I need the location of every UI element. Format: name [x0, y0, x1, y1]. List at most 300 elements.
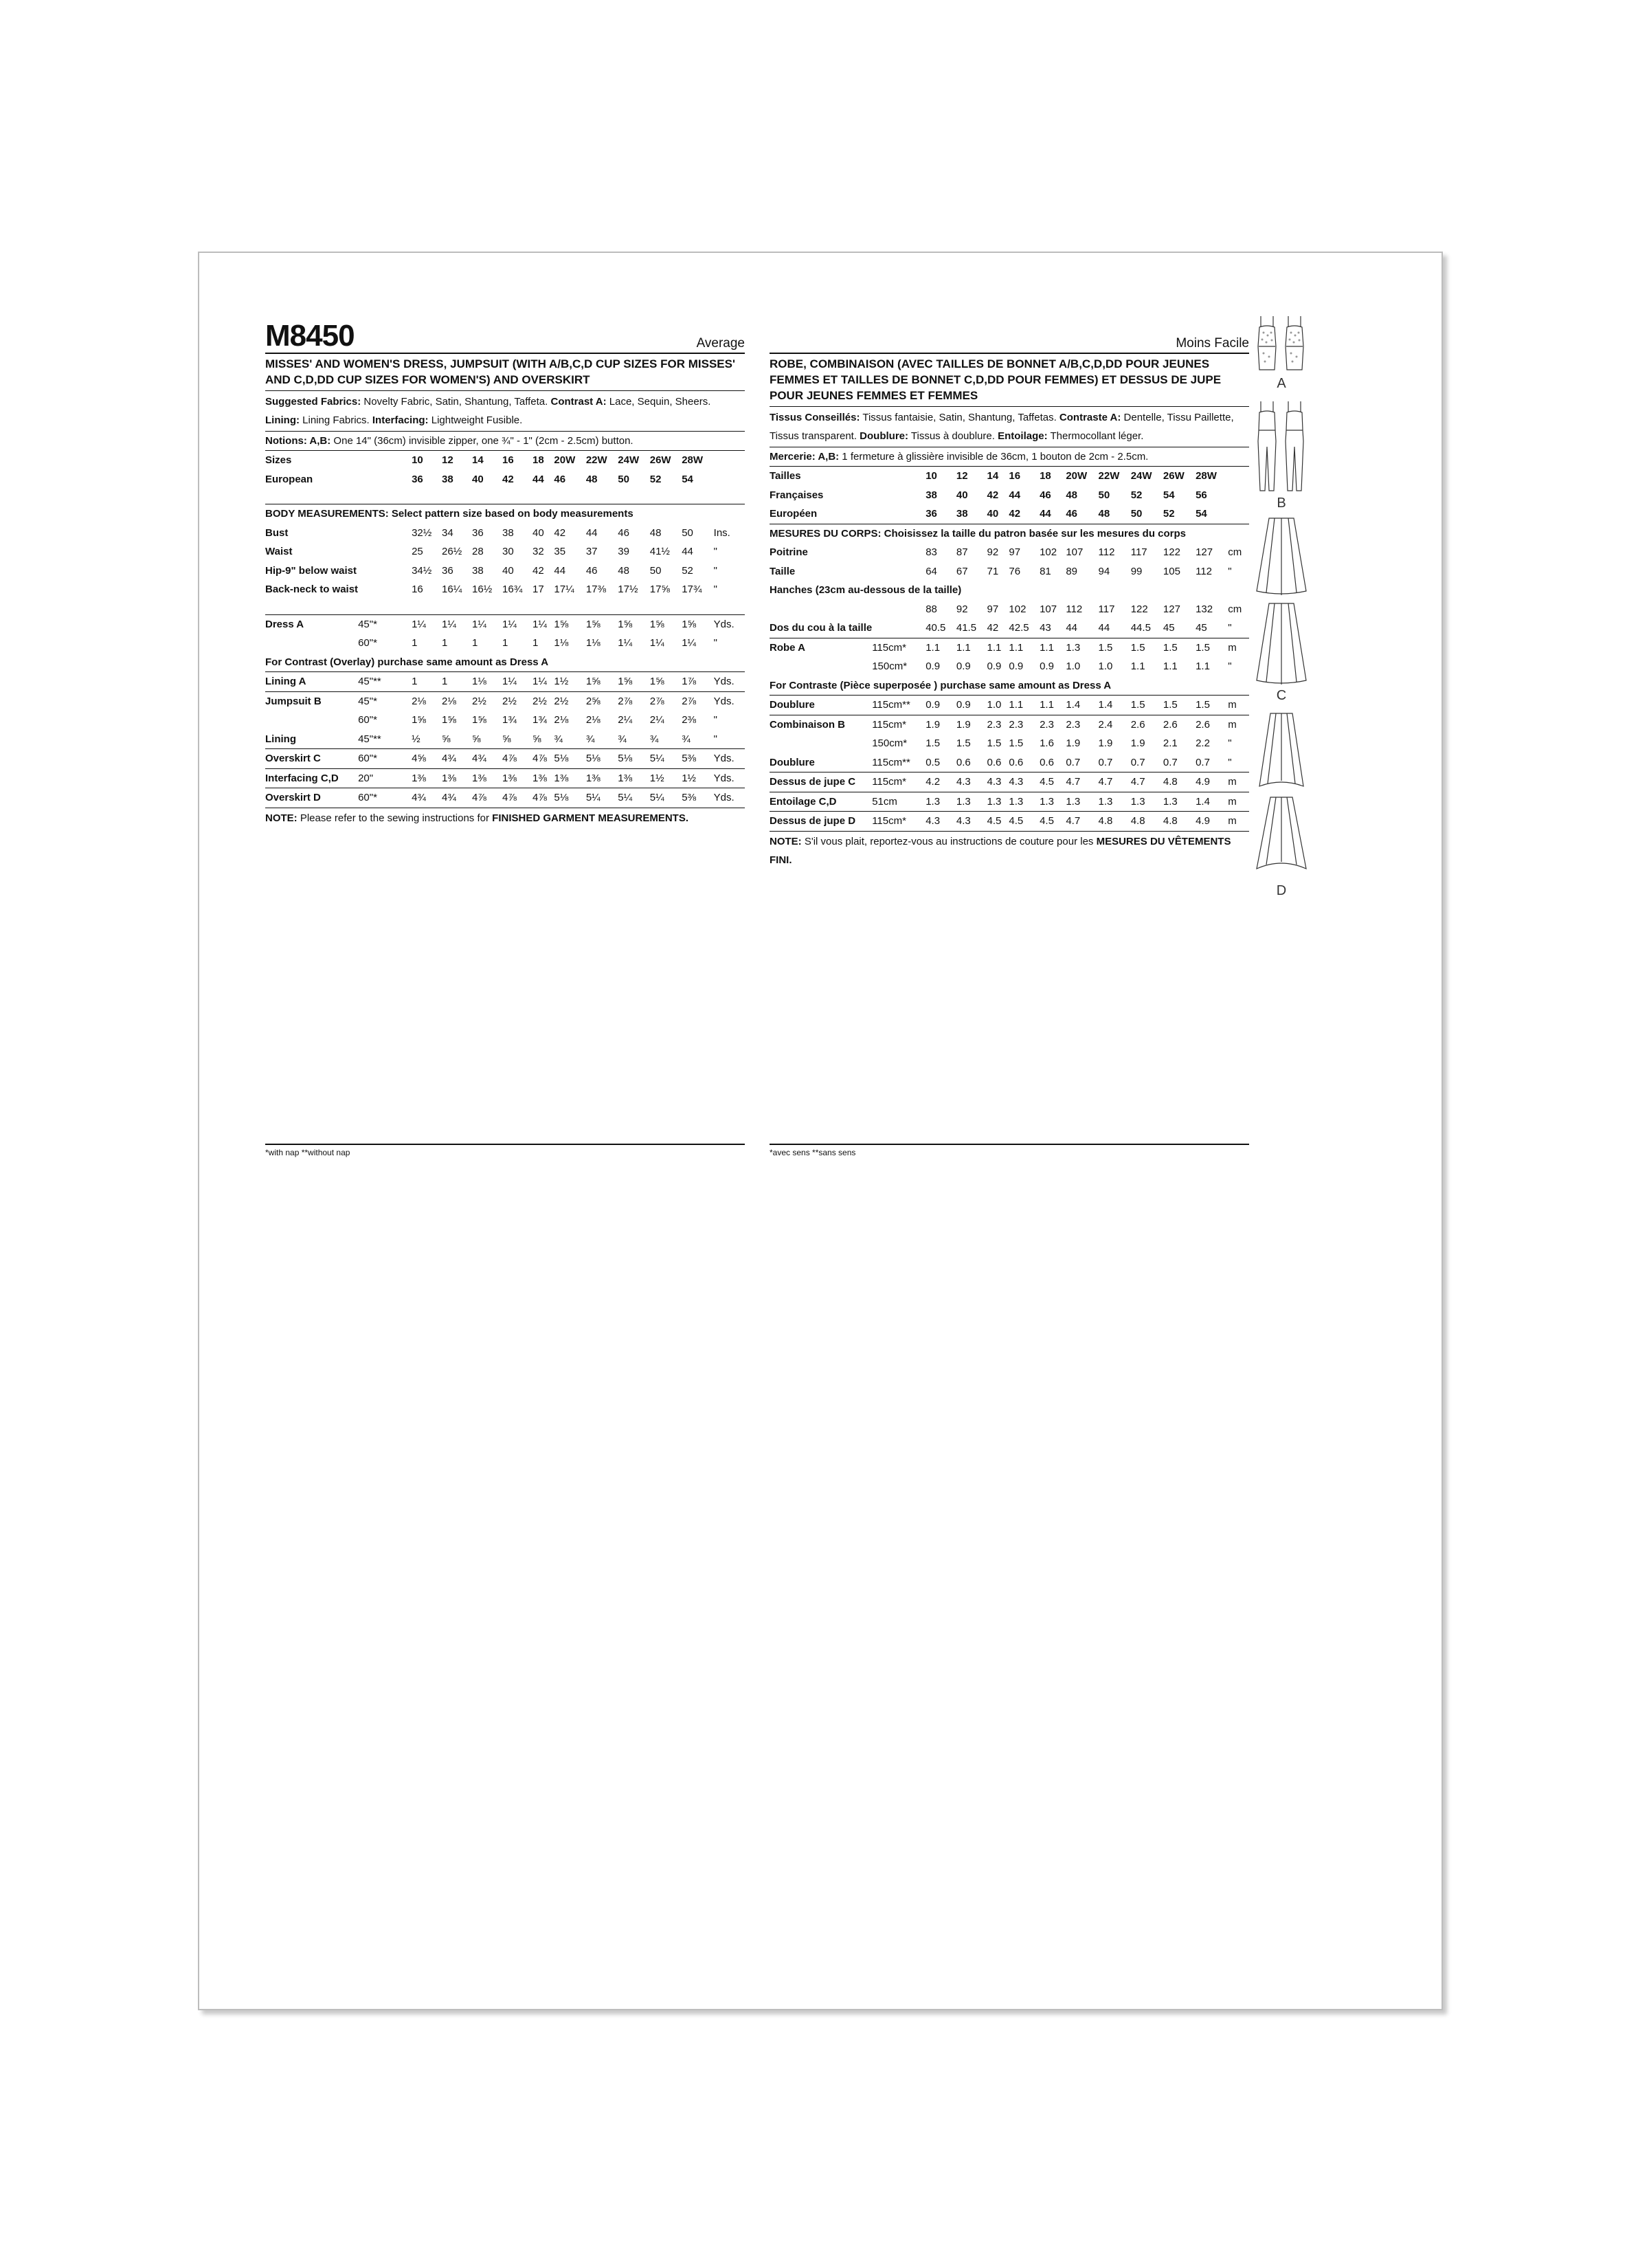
cell-value: 4.3 [1009, 772, 1040, 792]
cell-value: 36 [442, 564, 453, 577]
cell-value: 12 [442, 454, 453, 466]
cell-value: 48 [1098, 508, 1110, 520]
fabric-width: 45"** [358, 672, 412, 692]
cell-value: 18 [1040, 470, 1051, 482]
cell-value: 0.7 [1098, 756, 1113, 768]
note: NOTE: S'il vous plait, reportez-vous au instructions de couture pour les MESURES DU VÊTEMENTS FINI. [770, 831, 1249, 869]
cell-value: 0.7 [1130, 756, 1145, 768]
cell-value: 97 [1009, 546, 1021, 558]
table-row [770, 772, 1249, 792]
cell-value: 2.6 [1163, 715, 1196, 734]
cell-value: ⅝ [532, 733, 541, 745]
row-label: Interfacing C,D [265, 768, 358, 788]
cell-value: 40 [502, 564, 514, 577]
cell-value: 4¾ [472, 749, 502, 769]
cell-value: 1.0 [1066, 660, 1081, 672]
table-row [265, 562, 745, 581]
cell-value: 44 [1040, 508, 1051, 520]
cell-value: 34½ [412, 564, 432, 577]
spacer-row [265, 599, 745, 615]
row-label: Dress A [265, 614, 358, 634]
cell-value: 1¼ [442, 614, 472, 634]
table-row [265, 768, 745, 788]
cell-value: 92 [987, 546, 999, 558]
cell-value: 48 [618, 564, 629, 577]
view-label: D [1276, 883, 1287, 898]
fabric-width: 150cm* [872, 660, 908, 672]
row-label: Lining [265, 733, 296, 745]
cell-value: 1⅝ [650, 614, 682, 634]
notions: Mercerie: A,B: 1 fermeture à glissière invisible de 36cm, 1 bouton de 2cm - 2.5cm. [770, 447, 1249, 467]
row-label [265, 634, 358, 653]
row-label: Sizes [265, 454, 292, 466]
cell-value: 4⅞ [472, 788, 502, 808]
cell-value: 1⅝ [586, 672, 618, 692]
fabric-width [872, 504, 926, 524]
cell-value: 1.5 [1196, 696, 1228, 715]
spacer [265, 599, 745, 615]
cell-value: 5⅛ [618, 749, 649, 769]
fabric-width: 60"* [358, 749, 412, 769]
cell-value: 54 [682, 473, 693, 485]
cell-value: 10 [412, 454, 423, 466]
cell-value: 127 [1163, 603, 1180, 615]
unit: cm [1228, 546, 1242, 558]
cell-value: 2⅞ [618, 691, 649, 711]
cell-value: 102 [1040, 546, 1057, 558]
cell-value: 41.5 [956, 622, 977, 634]
unit: Yds. [714, 691, 745, 711]
cell-value: ⅝ [502, 733, 511, 745]
cell-value: 12 [956, 470, 968, 482]
pattern-title: MISSES' AND WOMEN'S DRESS, JUMPSUIT (WITH A/B,C,D CUP SIZES FOR MISSES' AND C,D,DD CUP SIZES FOR WOMEN'S) AND OVERSKIRT [265, 354, 745, 391]
cell-value: 2.3 [1009, 715, 1040, 734]
cell-value: 17¾ [682, 583, 702, 595]
cell-value: 89 [1066, 565, 1078, 577]
cell-value: 0.6 [987, 756, 1002, 768]
unit [1228, 486, 1249, 505]
cell-value: 52 [682, 564, 693, 577]
cell-value: 26W [1163, 470, 1185, 482]
english-size-table [265, 451, 745, 808]
cell-value: 20W [1066, 470, 1088, 482]
cell-value: 1 [442, 637, 448, 649]
cell-value: 1¾ [532, 714, 547, 726]
row-label [770, 734, 872, 753]
table-row [770, 792, 1249, 812]
cell-value: 2.4 [1099, 715, 1131, 734]
row-label: Hip-9" below waist [265, 564, 357, 577]
cell-value: 1.3 [1099, 792, 1131, 812]
cell-value: 50 [649, 564, 662, 577]
row-label [265, 711, 358, 730]
cell-value: 17 [532, 583, 544, 595]
cell-value: 1⅝ [618, 672, 649, 692]
cell-value: 1⅝ [472, 714, 486, 726]
cell-value: 26W [649, 454, 671, 466]
table-row [265, 470, 745, 489]
cell-value: 35 [554, 546, 566, 557]
unit: m [1228, 715, 1249, 734]
cell-value: 0.9 [926, 660, 941, 672]
section-heading [770, 581, 1249, 600]
cell-value: 41½ [649, 546, 670, 557]
section-heading-text: For Contrast (Overlay) purchase same amount as Dress A [265, 656, 549, 668]
table-row [770, 619, 1249, 638]
row-label: Robe A [770, 638, 872, 657]
suggested-fabrics: Suggested Fabrics: Novelty Fabric, Satin, Shantung, Taffeta. Contrast A: Lace, Sequin, Sheers. Lining: Lining Fabrics. Interfacing: Lightweight Fusible. [265, 391, 745, 432]
cell-value: 10 [926, 470, 937, 482]
cell-value: 5¼ [618, 788, 649, 808]
unit [714, 451, 745, 470]
row-label: Françaises [770, 489, 824, 501]
table-row [770, 600, 1249, 619]
pattern-envelope-back [198, 252, 1443, 2010]
cell-value: 4.8 [1163, 812, 1196, 831]
cell-value: 2½ [554, 691, 585, 711]
french-column [770, 318, 1249, 869]
cell-value: 1 [502, 637, 508, 649]
table-row [770, 486, 1249, 505]
cell-value: 2.1 [1163, 737, 1178, 749]
cell-value: 1.3 [1040, 792, 1066, 812]
cell-value: 5¼ [650, 749, 682, 769]
cell-value: 127 [1196, 546, 1213, 558]
row-label: European [265, 473, 313, 485]
fabric-width: 45"* [358, 614, 412, 634]
cell-value: 0.7 [1163, 756, 1178, 768]
cell-value: 40 [987, 508, 999, 520]
cell-value: 44 [554, 564, 566, 577]
row-label [770, 600, 872, 619]
fabric-width [358, 562, 412, 581]
cell-value: 1.3 [1066, 792, 1098, 812]
cell-value: 16 [412, 583, 423, 595]
cell-value: 2¼ [649, 714, 664, 726]
cell-value: 2⅝ [586, 691, 618, 711]
cell-value: 44.5 [1130, 622, 1151, 634]
cell-value: 1.0 [987, 696, 1009, 715]
cell-value: 16¾ [502, 583, 523, 595]
fabric-width: 60"* [358, 714, 377, 726]
unit: Yds. [714, 768, 745, 788]
cell-value: 1¼ [412, 614, 442, 634]
cell-value: 1½ [682, 768, 713, 788]
cell-value: 1.5 [1163, 638, 1196, 657]
cell-value: 36 [926, 508, 937, 520]
unit: " [1228, 565, 1232, 577]
unit: Yds. [714, 788, 745, 808]
cell-value: 39 [618, 546, 629, 557]
english-column [265, 318, 745, 827]
cell-value: 4.7 [1131, 772, 1163, 792]
cell-value: 17⅜ [585, 583, 607, 595]
cell-value: 38 [502, 526, 514, 539]
cell-value: 16 [502, 454, 514, 466]
cell-value: 1.1 [1009, 638, 1040, 657]
unit: Yds. [714, 749, 745, 769]
fabric-width [358, 470, 412, 489]
cell-value: 5⅛ [554, 749, 585, 769]
cell-value: 1½ [650, 768, 682, 788]
section-heading-text: For Contraste (Pièce superposée ) purchase same amount as Dress A [770, 679, 1112, 691]
cell-value: 28W [682, 454, 704, 466]
row-label: Doublure [770, 756, 815, 768]
cell-value: 46 [1066, 508, 1078, 520]
section-heading-text: Hanches (23cm au-dessous de la taille) [770, 584, 962, 596]
cell-value: ¾ [585, 733, 595, 745]
cell-value: 4.5 [987, 812, 1009, 831]
row-label: Dessus de jupe D [770, 812, 872, 831]
cell-value: 2⅛ [412, 691, 442, 711]
cell-value: 45 [1163, 622, 1175, 634]
spacer-row [265, 489, 745, 504]
unit: " [713, 546, 717, 557]
table-row [265, 542, 745, 562]
cell-value: 1.9 [1130, 737, 1145, 749]
cell-value: 2.3 [1066, 715, 1098, 734]
cell-value: 24W [618, 454, 640, 466]
row-label: Entoilage C,D [770, 792, 872, 812]
cell-value: 52 [1130, 489, 1143, 501]
cell-value: 1.3 [1163, 792, 1196, 812]
table-row [770, 543, 1249, 562]
cell-value: 1½ [554, 672, 585, 692]
cell-value: 0.6 [1009, 756, 1024, 768]
cell-value: 46 [618, 526, 629, 539]
cell-value: 4.2 [926, 772, 956, 792]
view-a-dress-icon [1254, 313, 1309, 375]
cell-value: 52 [1163, 508, 1175, 520]
cell-value: 1.1 [1196, 660, 1210, 672]
cell-value: 28 [472, 546, 484, 557]
cell-value: 97 [987, 603, 999, 615]
cell-value: 0.6 [956, 756, 971, 768]
cell-value: 4⅞ [532, 749, 554, 769]
fabric-width: 51cm [872, 792, 926, 812]
cell-value: 1.1 [956, 638, 987, 657]
fabric-width: 115cm** [872, 756, 910, 768]
cell-value: 24W [1130, 470, 1152, 482]
cell-value: 64 [926, 565, 937, 577]
fabric-width: 115cm* [872, 715, 926, 734]
cell-value: 4.7 [1066, 812, 1098, 831]
cell-value: 107 [1040, 603, 1057, 615]
row-label: Doublure [770, 696, 872, 715]
cell-value: 122 [1163, 546, 1180, 558]
unit: m [1228, 696, 1249, 715]
view-b-jumpsuit-icon [1254, 399, 1309, 495]
cell-value: 52 [649, 473, 662, 485]
cell-value: 1⅜ [586, 768, 618, 788]
fabric-width [872, 619, 926, 638]
table-row [265, 580, 745, 599]
cell-value: 1.4 [1066, 696, 1098, 715]
cell-value: 2.2 [1196, 737, 1210, 749]
cell-value: 92 [956, 603, 968, 615]
table-row [265, 788, 745, 808]
cell-value: 1.9 [926, 715, 956, 734]
pattern-title: ROBE, COMBINAISON (AVEC TAILLES DE BONNET A/B,C,D,DD POUR JEUNES FEMMES ET TAILLES DE BONNET C,D,DD POUR FEMMES) ET DESSUS DE JUPE POUR JEUNES FEMMES ET FEMMES [770, 354, 1249, 407]
unit: cm [1228, 603, 1242, 615]
cell-value: ¾ [618, 733, 627, 745]
table-row [770, 504, 1249, 524]
cell-value: 5⅛ [586, 749, 618, 769]
cell-value: 1¼ [682, 637, 697, 649]
cell-value: 1.3 [926, 792, 956, 812]
cell-value: 1 [472, 637, 478, 649]
fabric-width: 115cm* [872, 812, 926, 831]
cell-value: 36 [412, 473, 423, 485]
cell-value: 1.5 [987, 737, 1002, 749]
table-row [265, 730, 745, 749]
cell-value: 2⅜ [682, 714, 697, 726]
table-row [265, 691, 745, 711]
table-row [770, 715, 1249, 734]
cell-value: 1⅜ [502, 768, 532, 788]
cell-value: 48 [649, 526, 662, 539]
cell-value: 22W [1098, 470, 1120, 482]
cell-value: 1¼ [502, 614, 532, 634]
cell-value: 16¼ [442, 583, 462, 595]
cell-value: 22W [585, 454, 607, 466]
cell-value: 132 [1196, 603, 1213, 615]
cell-value: 1⅜ [472, 768, 502, 788]
cell-value: 112 [1098, 546, 1115, 558]
cell-value: 4⅞ [532, 788, 554, 808]
cell-value: 38 [926, 489, 937, 501]
cell-value: 1 [412, 637, 418, 649]
cell-value: 17½ [618, 583, 638, 595]
cell-value: 4.3 [926, 812, 956, 831]
cell-value: ⅝ [472, 733, 481, 745]
fabric-width: 150cm* [872, 737, 908, 749]
cell-value: 42 [532, 564, 544, 577]
cell-value: 2⅛ [585, 714, 601, 726]
row-label: Overskirt D [265, 788, 358, 808]
cell-value: 40 [472, 473, 484, 485]
cell-value: 4⅝ [412, 749, 442, 769]
cell-value: 112 [1196, 565, 1213, 577]
cell-value: 40 [532, 526, 544, 539]
cell-value: 2.6 [1131, 715, 1163, 734]
cell-value: 4¾ [442, 749, 472, 769]
cell-value: 1.3 [1009, 792, 1040, 812]
view-c-overskirt-icon [1254, 515, 1309, 687]
cell-value: 18 [532, 454, 544, 466]
row-label: Dessus de jupe C [770, 772, 872, 792]
unit [1228, 504, 1249, 524]
cell-value: 4⅞ [502, 749, 532, 769]
cell-value: 4.3 [956, 772, 987, 792]
cell-value: 1.5 [1131, 638, 1163, 657]
cell-value: 122 [1130, 603, 1148, 615]
cell-value: 81 [1040, 565, 1051, 577]
cell-value: 94 [1098, 565, 1110, 577]
cell-value: 44 [1098, 622, 1110, 634]
cell-value: 48 [1066, 489, 1078, 501]
cell-value: 1.5 [1009, 737, 1024, 749]
cell-value: 0.9 [956, 660, 971, 672]
cell-value: 0.7 [1196, 756, 1210, 768]
cell-value: 36 [472, 526, 484, 539]
table-row [265, 524, 745, 543]
cell-value: 1⅜ [618, 768, 649, 788]
cell-value: 1.4 [1099, 696, 1131, 715]
cell-value: 40 [956, 489, 968, 501]
cell-value: 30 [502, 546, 514, 557]
cell-value: 107 [1066, 546, 1084, 558]
cell-value: 1⅝ [554, 614, 585, 634]
cell-value: 2.3 [987, 715, 1009, 734]
cell-value: 99 [1130, 565, 1143, 577]
table-row [770, 734, 1249, 753]
cell-value: 1.5 [1163, 696, 1196, 715]
fabric-width [872, 600, 926, 619]
cell-value: 14 [472, 454, 484, 466]
row-label: Lining A [265, 672, 358, 692]
cell-value: 1¼ [472, 614, 502, 634]
note: NOTE: Please refer to the sewing instructions for FINISHED GARMENT MEASUREMENTS. [265, 808, 745, 827]
cell-value: 1⅜ [554, 768, 585, 788]
cell-value: 42 [502, 473, 514, 485]
cell-value: 1⅛ [554, 637, 569, 649]
cell-value: 1.3 [1066, 638, 1098, 657]
cell-value: 1¼ [532, 672, 554, 692]
cell-value: 38 [956, 508, 968, 520]
cell-value: 1.0 [1098, 660, 1113, 672]
cell-value: 1.5 [1099, 638, 1131, 657]
row-label: Européen [770, 508, 818, 520]
cell-value: 25 [412, 546, 423, 557]
cell-value: 32 [532, 546, 544, 557]
table-row [265, 614, 745, 634]
row-label: Dos du cou à la taille [770, 622, 873, 634]
cell-value: 1.9 [956, 715, 987, 734]
cell-value: 2⅛ [442, 691, 472, 711]
cell-value: 38 [472, 564, 484, 577]
cell-value: 0.9 [1009, 660, 1024, 672]
cell-value: 38 [442, 473, 453, 485]
cell-value: 1 [442, 672, 472, 692]
cell-value: 50 [1098, 489, 1110, 501]
cell-value: 1.5 [956, 737, 971, 749]
cell-value: 4.5 [1040, 812, 1066, 831]
cell-value: 16½ [472, 583, 493, 595]
cell-value: 42.5 [1009, 622, 1029, 634]
cell-value: 43 [1040, 622, 1051, 634]
view-label: B [1277, 496, 1286, 511]
cell-value: 4.8 [1099, 812, 1131, 831]
table-row [265, 711, 745, 730]
suggested-fabrics: Tissus Conseillés: Tissus fantaisie, Satin, Shantung, Taffetas. Contraste A: Dentelle, Tissu Paillette, Tissus transparent. Doublure: Tissus à doublure. Entoilage: Thermocollant léger. [770, 407, 1249, 447]
section-heading [770, 524, 1249, 543]
cell-value: 2⅞ [682, 691, 713, 711]
table-row [265, 634, 745, 653]
cell-value: ⅝ [442, 733, 451, 745]
cell-value: 32½ [412, 526, 432, 539]
cell-value: 1.1 [1130, 660, 1145, 672]
cell-value: 1⅛ [585, 637, 601, 649]
pattern-number: M8450 [265, 319, 355, 353]
cell-value: 5⅛ [554, 788, 585, 808]
cell-value: 4.9 [1196, 772, 1228, 792]
cell-value: 1.1 [926, 638, 956, 657]
cell-value: ¾ [554, 733, 563, 745]
cell-value: 34 [442, 526, 453, 539]
cell-value: 1¼ [618, 637, 633, 649]
cell-value: 0.9 [926, 696, 956, 715]
